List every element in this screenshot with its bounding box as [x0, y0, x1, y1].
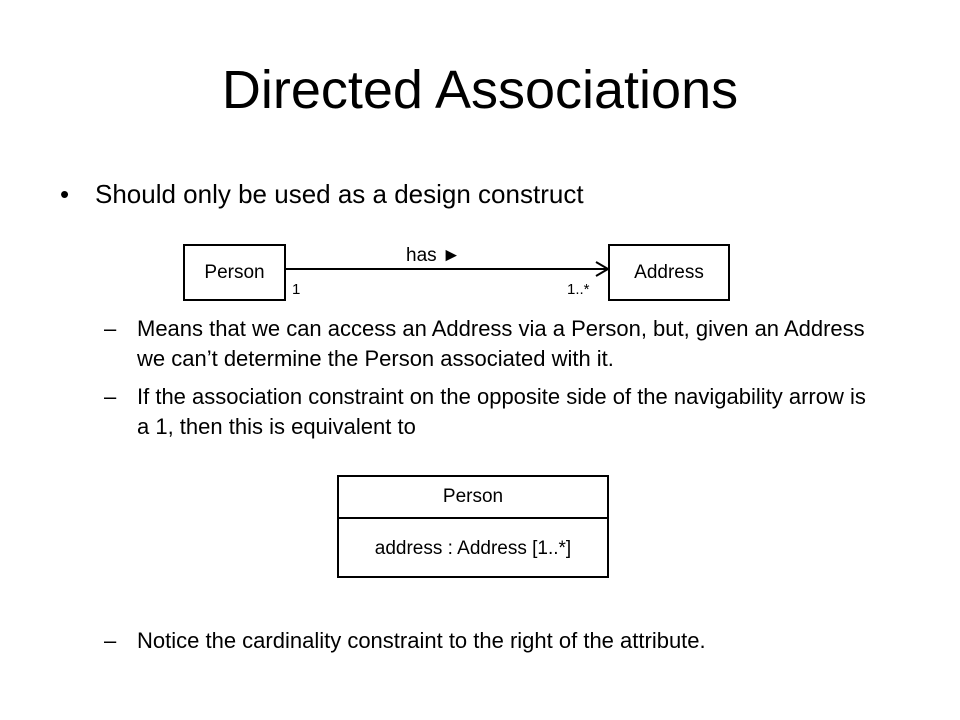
sub-point-marker: –	[104, 316, 117, 341]
main-bullet-text: Should only be used as a design construct	[95, 179, 584, 209]
bullet-marker: •	[60, 179, 70, 209]
slide-title: Directed Associations	[221, 60, 739, 120]
sub-point-text: If the association constraint on the opposite side of the navigability arrow is a 1, then this is equivalent to	[137, 384, 866, 439]
association-label: has ►	[406, 245, 461, 266]
sub-point-text: Means that we can access an Address via a Person, but, given an Address we can’t determine the Person associated with it.	[137, 316, 865, 371]
sub-point-text: Notice the cardinality constraint to the right of the attribute.	[137, 628, 706, 653]
attribute-compartment	[339, 519, 607, 578]
source-multiplicity: 1	[292, 281, 301, 298]
sub-point-marker: –	[104, 628, 117, 653]
class-name: Person	[442, 486, 504, 507]
class-name-compartment	[339, 477, 607, 519]
address-class-label: Address	[634, 261, 704, 283]
class-attribute: address : Address [1..*]	[374, 537, 572, 559]
person-class-label: Person	[204, 261, 265, 283]
sub-point-marker: –	[104, 384, 117, 409]
person-class-diagram	[337, 475, 609, 578]
target-multiplicity: 1..*	[567, 281, 590, 298]
